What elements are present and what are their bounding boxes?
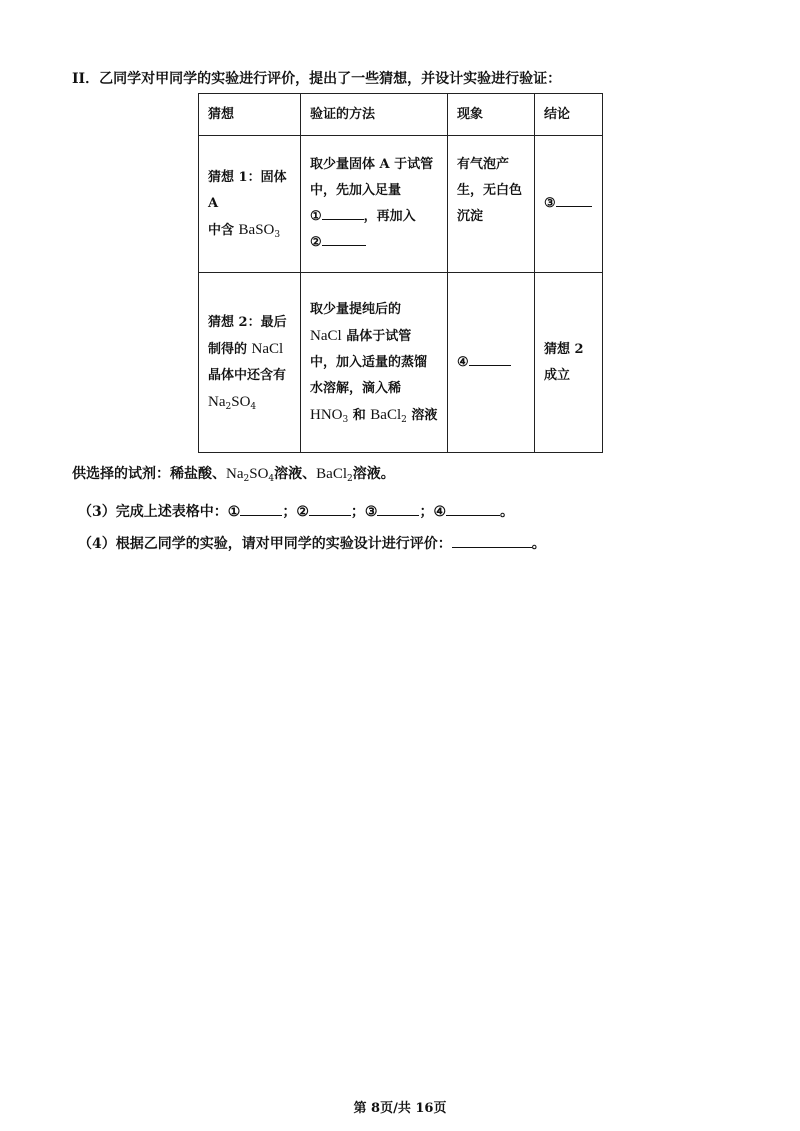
blank-1[interactable] [322, 207, 364, 220]
blank-3[interactable] [556, 194, 592, 207]
row2-guess: 猜想 2：最后 制得的 NaCl 晶体中还含有 $Na_2SO_4$ [199, 273, 301, 453]
hypothesis-table [198, 93, 603, 453]
header-method: 验证的方法 [301, 94, 448, 136]
row2-conclusion: 猜想 2 成立 [535, 273, 603, 453]
table-row-2 [199, 273, 603, 453]
q3-blank-1[interactable] [240, 502, 282, 516]
header-phenomenon: 现象 [448, 94, 535, 136]
row2-method: 取少量提纯后的 NaCl 晶体于试管 中，加入适量的蒸馏 水溶解，滴入稀 $HNO_3$ 和 BaCl$_2$ 溶液 [301, 273, 448, 453]
question-4: （4）根据乙同学的实验，请对甲同学的实验设计进行评价： 。 [78, 536, 546, 552]
q3-blank-4[interactable] [446, 502, 500, 516]
row1-guess: 猜想 1：固体 A 中含 BaSO$_3$ [199, 136, 301, 273]
row1-phenomenon: 有气泡产 生，无白色 沉淀 [448, 136, 535, 273]
row2-phenomenon: ④ [448, 273, 535, 453]
page-footer: 第 8页/共 16页 [353, 1101, 447, 1116]
header-conclusion: 结论 [535, 94, 603, 136]
question-3: （3）完成上述表格中：① ；② ；③ ；④ 。 [78, 504, 514, 520]
header-guess: 猜想 [199, 94, 301, 136]
table-row-1 [199, 136, 603, 273]
q4-blank[interactable] [452, 534, 532, 548]
table-header-row [199, 94, 603, 136]
blank-2[interactable] [322, 233, 366, 246]
row1-conclusion: ③ [535, 136, 603, 273]
reagents-line: 供选择的试剂：稀盐酸、$Na_2SO_4$溶液、BaCl$_2$溶液。 [72, 466, 395, 484]
row1-method: 取少量固体 A 于试管 中，先加入足量 ① ，再加入 ② [301, 136, 448, 273]
q3-blank-3[interactable] [377, 502, 419, 516]
intro-text: II．乙同学对甲同学的实验进行评价，提出了一些猜想，并设计实验进行验证： [72, 71, 562, 87]
q3-blank-2[interactable] [309, 502, 351, 516]
blank-4[interactable] [469, 353, 511, 366]
